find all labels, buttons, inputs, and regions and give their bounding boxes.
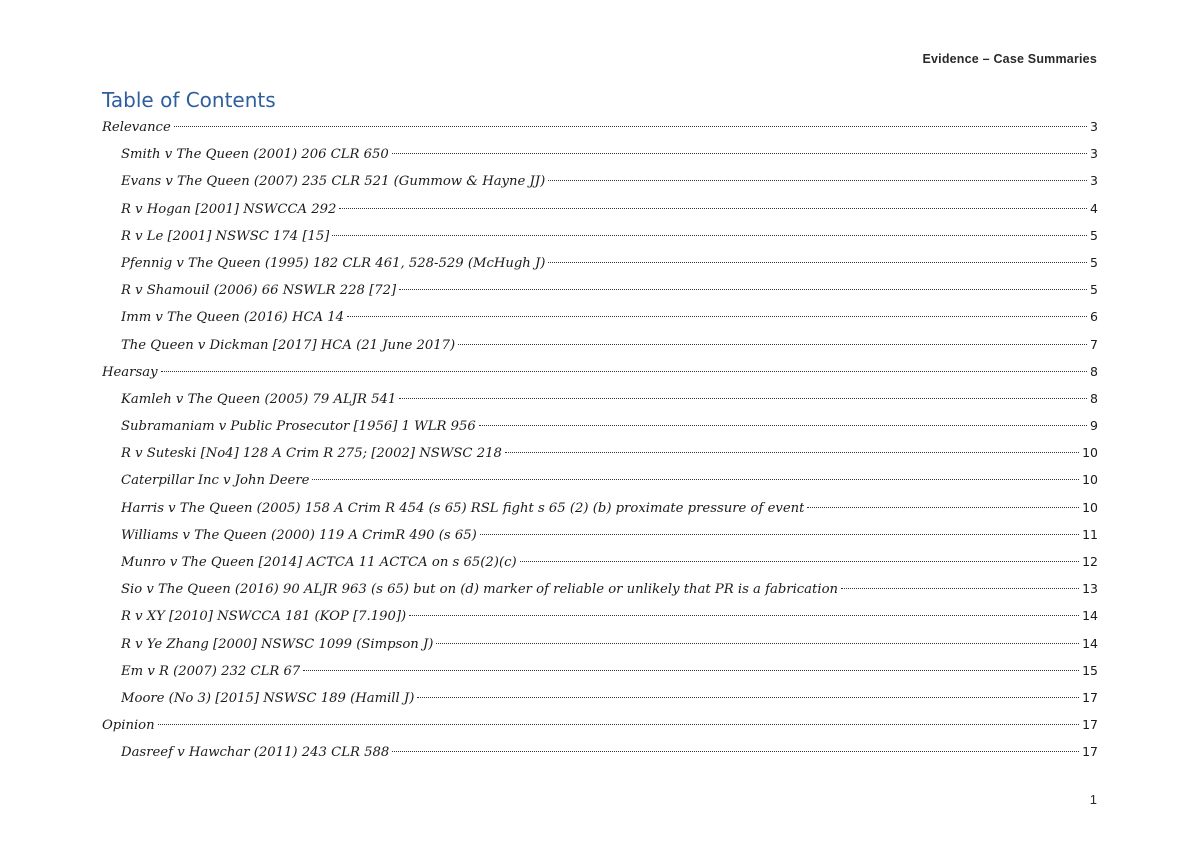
toc-entry-text[interactable]: Relevance	[102, 120, 171, 135]
toc-title: Table of Contents	[102, 88, 276, 112]
dot-leader	[458, 344, 1087, 345]
toc-case-entry[interactable]	[102, 195, 1098, 222]
toc-entry-text[interactable]: Sio v The Queen (2016) 90 ALJR 963 (s 65) but on (d) marker of reliable or unlikely that PR is a fabrication	[121, 582, 838, 598]
toc-entry-text[interactable]: Smith v The Queen (2001) 206 CLR 650	[121, 147, 389, 163]
toc-case-entry[interactable]	[102, 657, 1098, 684]
toc-entry-text[interactable]: Opinion	[102, 718, 155, 734]
dot-leader	[399, 289, 1087, 290]
dot-leader	[174, 126, 1087, 127]
toc-case-entry[interactable]	[102, 167, 1098, 194]
dot-leader	[479, 425, 1087, 426]
toc-entry-page-number: 8	[1090, 363, 1098, 379]
toc-case-entry[interactable]	[102, 222, 1098, 249]
toc-section-entry[interactable]	[102, 113, 1098, 140]
toc-entry-text[interactable]: Evans v The Queen (2007) 235 CLR 521 (Gummow & Hayne JJ)	[121, 174, 546, 190]
toc-entry-text[interactable]: Kamleh v The Queen (2005) 79 ALJR 541	[121, 391, 397, 407]
toc-case-entry[interactable]	[102, 276, 1098, 303]
toc-entry-text[interactable]: Em v R (2007) 232 CLR 67	[121, 663, 301, 679]
dot-leader	[399, 398, 1087, 399]
dot-leader	[392, 153, 1087, 154]
toc-case-entry[interactable]	[102, 630, 1098, 657]
toc-entry-text[interactable]: The Queen v Dickman [2017] HCA (21 June 2017)	[121, 337, 456, 353]
toc-entry-text[interactable]: Munro v The Queen [2014] ACTCA 11 ACTCA on s 65(2)(c)	[121, 555, 517, 570]
dot-leader	[548, 180, 1087, 181]
toc-entry-page-number: 13	[1082, 581, 1098, 597]
toc-case-entry[interactable]	[102, 494, 1098, 521]
dot-leader	[161, 371, 1087, 372]
toc-entry-text[interactable]: Williams v The Queen (2000) 119 A CrimR 490 (s 65)	[121, 527, 477, 543]
toc-entry-page-number: 5	[1090, 227, 1098, 243]
toc-entry-page-number: 3	[1090, 146, 1098, 162]
toc-entry-page-number: 11	[1082, 526, 1098, 542]
toc-entry-text[interactable]: Hearsay	[102, 364, 158, 380]
dot-leader	[548, 262, 1087, 263]
dot-leader	[392, 751, 1079, 752]
toc-entry-text[interactable]: R v Shamouil (2006) 66 NSWLR 228 [72]	[121, 283, 397, 299]
toc-entry-page-number: 12	[1082, 554, 1098, 569]
toc-case-entry[interactable]	[102, 303, 1098, 330]
dot-leader	[312, 479, 1079, 480]
toc-entry-text[interactable]: R v Suteski [No4] 128 A Crim R 275; [2002] NSWSC 218	[121, 446, 502, 462]
dot-leader	[332, 235, 1087, 236]
toc-entry-text[interactable]: R v Hogan [2001] NSWCCA 292	[121, 201, 337, 217]
dot-leader	[807, 507, 1079, 508]
toc-entry-text[interactable]: Moore (No 3) [2015] NSWSC 189 (Hamill J)	[121, 690, 415, 706]
toc-entry-text[interactable]: Dasreef v Hawchar (2011) 243 CLR 588	[121, 745, 390, 761]
toc-case-entry[interactable]	[102, 738, 1098, 765]
toc-entry-page-number: 15	[1082, 662, 1098, 678]
toc-entry-text[interactable]: R v Le [2001] NSWSC 174 [15]	[121, 228, 330, 244]
toc-entry-page-number: 3	[1090, 173, 1098, 189]
toc-case-entry[interactable]	[102, 385, 1098, 412]
toc-entry-page-number: 17	[1082, 717, 1098, 733]
toc-case-entry[interactable]	[102, 331, 1098, 358]
toc-entry-page-number: 14	[1082, 635, 1098, 651]
toc-entry-page-number: 5	[1090, 282, 1098, 298]
toc-case-entry[interactable]	[102, 684, 1098, 711]
dot-leader	[339, 208, 1087, 209]
toc-entry-page-number: 17	[1082, 744, 1098, 760]
toc-entry-page-number: 7	[1090, 336, 1098, 352]
toc-case-entry[interactable]	[102, 575, 1098, 602]
toc-entry-page-number: 6	[1090, 309, 1098, 325]
toc-entry-text[interactable]: R v XY [2010] NSWCCA 181 (KOP [7.190])	[121, 609, 407, 625]
toc-entry-text[interactable]: Pfennig v The Queen (1995) 182 CLR 461, 528-529 (McHugh J)	[121, 255, 546, 271]
toc-case-entry[interactable]	[102, 249, 1098, 276]
dot-leader	[347, 316, 1087, 317]
table-of-contents	[102, 113, 1098, 766]
toc-section-entry[interactable]	[102, 358, 1098, 385]
toc-case-entry[interactable]	[102, 521, 1098, 548]
dot-leader	[480, 534, 1079, 535]
toc-case-entry[interactable]	[102, 140, 1098, 167]
toc-entry-page-number: 4	[1090, 200, 1098, 216]
dot-leader	[303, 670, 1079, 671]
toc-entry-page-number: 10	[1082, 445, 1098, 461]
toc-entry-page-number: 3	[1090, 119, 1098, 134]
toc-entry-page-number: 8	[1090, 390, 1098, 406]
toc-entry-page-number: 17	[1082, 689, 1098, 705]
toc-entry-text[interactable]: Caterpillar Inc v John Deere	[121, 473, 310, 489]
dot-leader	[158, 724, 1079, 725]
dot-leader	[417, 697, 1079, 698]
toc-entry-page-number: 14	[1082, 608, 1098, 624]
toc-entry-page-number: 10	[1082, 472, 1098, 488]
toc-case-entry[interactable]	[102, 548, 1098, 575]
toc-entry-text[interactable]: R v Ye Zhang [2000] NSWSC 1099 (Simpson J)	[121, 636, 434, 652]
toc-entry-text[interactable]: Imm v The Queen (2016) HCA 14	[121, 310, 345, 326]
toc-entry-text[interactable]: Subramaniam v Public Prosecutor [1956] 1 WLR 956	[121, 419, 476, 435]
dot-leader	[841, 588, 1079, 589]
toc-case-entry[interactable]	[102, 466, 1098, 493]
dot-leader	[436, 643, 1079, 644]
running-header: Evidence – Case Summaries	[922, 52, 1097, 66]
toc-section-entry[interactable]	[102, 711, 1098, 738]
dot-leader	[505, 452, 1079, 453]
toc-entry-page-number: 5	[1090, 254, 1098, 270]
dot-leader	[409, 615, 1079, 616]
toc-case-entry[interactable]	[102, 602, 1098, 629]
toc-entry-text[interactable]: Harris v The Queen (2005) 158 A Crim R 454 (s 65) RSL fight s 65 (2) (b) proximate pressure of event	[121, 500, 805, 516]
page-number: 1	[1089, 792, 1097, 807]
toc-entry-page-number: 10	[1082, 499, 1098, 515]
dot-leader	[520, 561, 1079, 562]
toc-entry-page-number: 9	[1090, 418, 1098, 434]
toc-case-entry[interactable]	[102, 412, 1098, 439]
toc-case-entry[interactable]	[102, 439, 1098, 466]
